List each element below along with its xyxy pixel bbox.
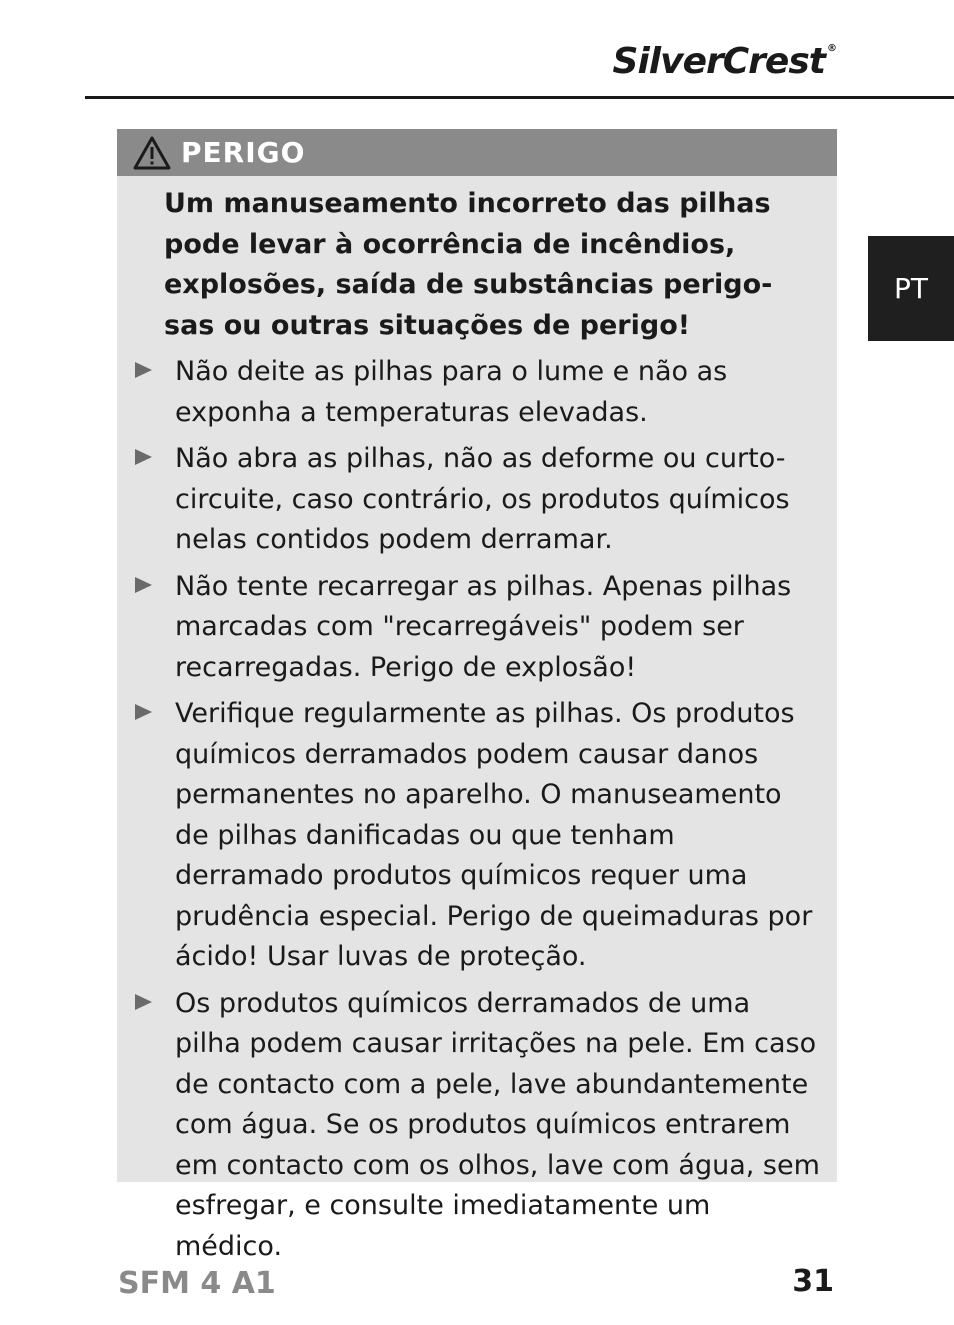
list-item — [117, 694, 837, 978]
list-item-text: Não deite as pilhas para o lume e não as exponha a temperaturas elevadas. — [175, 356, 728, 428]
bullet-arrow-icon — [135, 577, 152, 593]
list-item-text: Não abra as pilhas, não as deforme ou curto-circuite, caso contrário, os produtos químicos nelas contidos podem derramar. — [175, 443, 790, 555]
brand-logo — [612, 41, 836, 82]
warning-triangle-icon — [133, 136, 171, 170]
header-divider — [85, 96, 954, 99]
footer-model-number: SFM 4 A1 — [118, 1266, 276, 1301]
warning-list — [117, 352, 837, 1267]
warning-header — [117, 129, 837, 176]
list-item-text: Verifique regularmente as pilhas. Os produtos químicos derramados podem causar danos permanentes no aparelho. O manuseamento de pilhas danificadas ou que tenham derramado produtos químicos requer uma prudência especial. Perigo de queimaduras por ácido! Usar luvas de proteção. — [175, 698, 813, 972]
brand-name: SilverCrest — [612, 41, 825, 82]
bullet-arrow-icon — [135, 704, 152, 720]
language-tab-label: PT — [894, 272, 928, 305]
list-item — [117, 984, 837, 1268]
warning-intro: Um manuseamento incorreto das pilhas pode levar à ocorrência de incêndios, explosões, saída de substâncias perigosas ou outras situações de perigo! — [164, 188, 773, 341]
list-item-text: Os produtos químicos derramados de uma pilha podem causar irritações na pele. Em caso de contacto com a pele, lave abundantemente com água. Se os produtos químicos entrarem em contacto com os olhos, lave com água, sem esfregar, e consulte imediatamente um médico. — [175, 987, 820, 1262]
bullet-arrow-icon — [135, 994, 152, 1010]
page-number: 31 — [792, 1264, 834, 1299]
bullet-arrow-icon — [135, 362, 152, 378]
language-tab — [868, 236, 954, 341]
danger-warning-box — [117, 129, 837, 1262]
list-item — [117, 567, 837, 689]
warning-title: PERIGO — [181, 136, 306, 169]
list-item — [117, 439, 837, 561]
list-item — [117, 352, 837, 433]
bullet-arrow-icon — [135, 449, 152, 465]
registered-mark: ® — [827, 43, 836, 54]
list-item-text: Não tente recarregar as pilhas. Apenas pilhas marcadas com "recarregáveis" podem ser recarregadas. Perigo de explosão! — [175, 570, 792, 683]
